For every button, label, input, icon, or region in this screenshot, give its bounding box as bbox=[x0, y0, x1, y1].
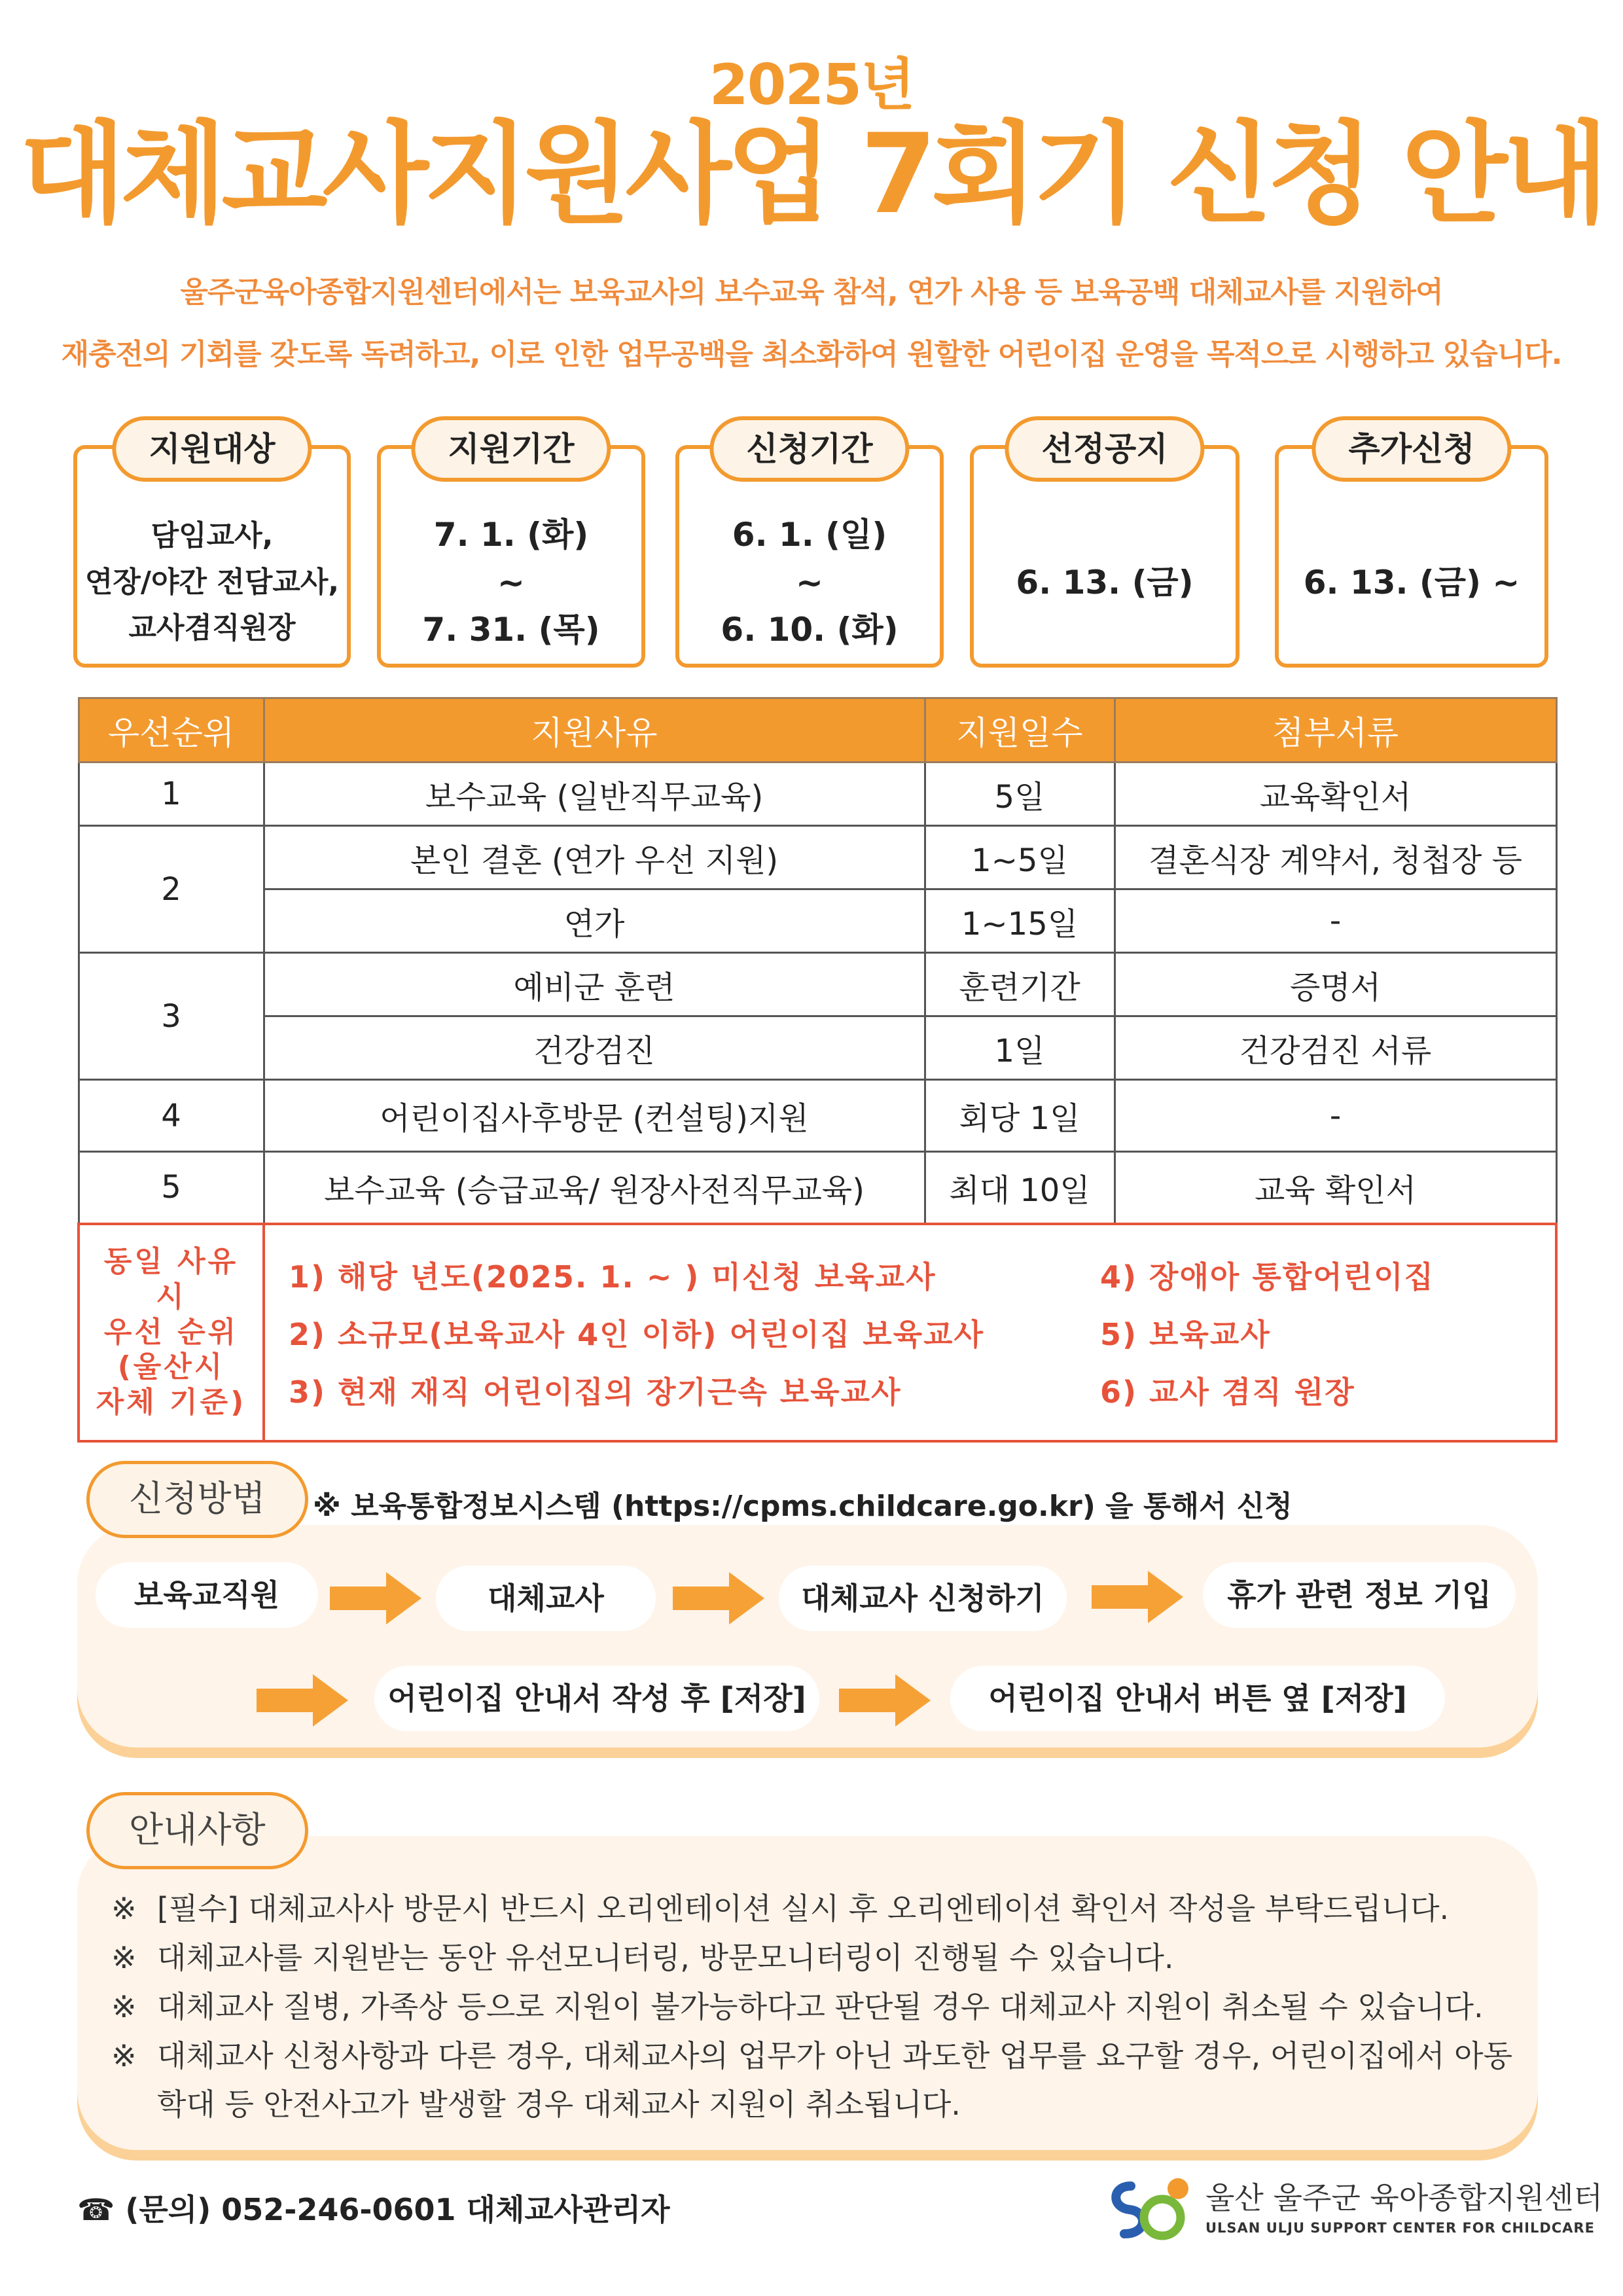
notice-item bbox=[111, 1885, 1518, 1933]
contact-info: ☎ (문의) 052-246-0601 대체교사관리자 bbox=[77, 2192, 670, 2227]
notice-section-label: 안내사항 bbox=[86, 1792, 308, 1869]
special-head-line: 동일 사유 bbox=[103, 1245, 239, 1279]
cell-reason: 예비군 훈련 bbox=[264, 953, 925, 1016]
cell-reason: 본인 결혼 (연가 우선 지원) bbox=[264, 826, 925, 889]
special-head-line: 우선 순위 bbox=[103, 1315, 239, 1349]
method-section-label: 신청방법 bbox=[86, 1461, 308, 1538]
notice-item bbox=[111, 1983, 1518, 2032]
arrow-right-icon bbox=[1092, 1571, 1183, 1623]
arrow-right-icon bbox=[673, 1572, 764, 1624]
cell-reason: 보수교육 (승급교육/ 원장사전직무교육) bbox=[264, 1152, 925, 1224]
cell-reason: 건강검진 bbox=[264, 1016, 925, 1080]
cell-documents: - bbox=[1115, 889, 1556, 953]
info-line: ~ bbox=[497, 563, 525, 601]
info-line: ~ bbox=[796, 563, 823, 601]
method-note: ※ 보육통합정보시스템 (https://cpms.childcare.go.kr) 을 통해서 신청 bbox=[313, 1490, 1293, 1523]
info-box-additional-application bbox=[1275, 430, 1548, 668]
step-leave-info: 휴가 관련 정보 기입 bbox=[1203, 1562, 1516, 1628]
header-priority: 우선순위 bbox=[79, 698, 264, 762]
reference-mark: ※ bbox=[111, 2038, 137, 2073]
header-reason: 지원사유 bbox=[264, 698, 925, 762]
cell-priority: 3 bbox=[79, 953, 264, 1080]
info-line: 6. 10. (화) bbox=[721, 611, 899, 649]
intro-line-1: 울주군육아종합지원센터에서는 보육교사의 보수교육 참석, 연가 사용 등 보육공백 대체교사를 지원하여 bbox=[180, 276, 1443, 309]
cell-days: 1~5일 bbox=[925, 826, 1115, 889]
step-guide-button-save: 어린이집 안내서 버튼 옆 [저장] bbox=[950, 1666, 1445, 1731]
info-line: 6. 13. (금) ~ bbox=[1303, 563, 1520, 601]
info-line: 7. 31. (목) bbox=[422, 611, 600, 649]
special-priority-item: 1) 해당 년도(2025. 1. ~ ) 미신청 보육교사 bbox=[289, 1259, 936, 1295]
info-label-selection-notice: 선정공지 bbox=[1005, 416, 1204, 482]
special-priority-item: 2) 소규모(보육교사 4인 이하) 어린이집 보육교사 bbox=[289, 1316, 985, 1352]
center-name: 울산 울주군 육아종합지원센터 bbox=[1205, 2180, 1603, 2215]
special-priority-item: 3) 현재 재직 어린이집의 장기근속 보육교사 bbox=[289, 1374, 902, 1410]
priority-table bbox=[77, 697, 1558, 1443]
info-label-application-period: 신청기간 bbox=[709, 416, 909, 482]
cell-days: 최대 10일 bbox=[925, 1152, 1115, 1224]
info-value-selection-notice bbox=[974, 501, 1236, 664]
special-priority-item: 5) 보육교사 bbox=[1100, 1316, 1271, 1352]
notice-text: 대체교사 신청사항과 다른 경우, 대체교사의 업무가 아닌 과도한 업무를 요구할 경우, 어린이집에서 아동 bbox=[157, 2038, 1513, 2073]
header-days: 지원일수 bbox=[925, 698, 1115, 762]
info-line: 6. 13. (금) bbox=[1016, 563, 1194, 601]
notice-text: 대체교사를 지원받는 동안 유선모니터링, 방문모니터링이 진행될 수 있습니다. bbox=[157, 1940, 1174, 1975]
cell-documents: 교육 확인서 bbox=[1115, 1152, 1556, 1224]
cell-priority: 5 bbox=[79, 1152, 264, 1224]
info-box-application-period bbox=[675, 430, 944, 668]
reference-mark: ※ bbox=[111, 1940, 137, 1975]
info-line: 7. 1. (화) bbox=[433, 516, 589, 554]
reference-mark: ※ bbox=[111, 1989, 137, 2024]
step-write-guide-save: 어린이집 안내서 작성 후 [저장] bbox=[374, 1666, 819, 1731]
notice-text-continued: 학대 등 안전사고가 발생할 경우 대체교사 지원이 취소됩니다. bbox=[157, 2086, 961, 2122]
arrow-right-icon bbox=[257, 1674, 348, 1727]
info-box-support-period bbox=[377, 430, 645, 668]
info-value-target bbox=[77, 501, 347, 664]
table-row bbox=[79, 953, 1556, 1016]
table-row bbox=[79, 762, 1556, 826]
info-line: 교사겸직원장 bbox=[128, 611, 296, 645]
cell-priority: 1 bbox=[79, 762, 264, 826]
info-value-support-period bbox=[381, 501, 641, 664]
cell-reason: 어린이집사후방문 (컨설팅)지원 bbox=[264, 1080, 925, 1152]
info-box-target bbox=[73, 430, 351, 668]
reference-mark: ※ bbox=[111, 1891, 137, 1926]
info-line: 연장/야간 전담교사, bbox=[84, 565, 340, 599]
arrow-right-icon bbox=[839, 1674, 931, 1727]
cell-documents: - bbox=[1115, 1080, 1556, 1152]
info-label-support-period: 지원기간 bbox=[411, 416, 611, 482]
special-priority-item: 6) 교사 겸직 원장 bbox=[1100, 1374, 1355, 1410]
notice-item bbox=[111, 1934, 1518, 1982]
arrow-right-icon bbox=[330, 1572, 421, 1624]
cell-days: 훈련기간 bbox=[925, 953, 1115, 1016]
year-heading: 2025년 bbox=[709, 52, 914, 118]
info-value-application-period bbox=[679, 501, 940, 664]
cell-documents: 교육확인서 bbox=[1115, 762, 1556, 826]
cell-documents: 증명서 bbox=[1115, 953, 1556, 1016]
special-priority-list bbox=[264, 1224, 1556, 1441]
table-row bbox=[79, 1016, 1556, 1080]
cell-priority: 2 bbox=[79, 826, 264, 953]
table-row bbox=[79, 826, 1556, 889]
notice-text: [필수] 대체교사사 방문시 반드시 오리엔테이션 실시 후 오리엔테이션 확인서 작성을 부탁드립니다. bbox=[157, 1891, 1450, 1926]
special-head-line: (울산시 bbox=[117, 1350, 225, 1384]
step-childcare-staff: 보육교직원 bbox=[96, 1562, 318, 1628]
table-header-row bbox=[79, 698, 1556, 762]
special-head-line: 시 bbox=[156, 1280, 187, 1314]
step-substitute-teacher: 대체교사 bbox=[436, 1566, 656, 1631]
cell-documents: 결혼식장 계약서, 청첩장 등 bbox=[1115, 826, 1556, 889]
cell-priority: 4 bbox=[79, 1080, 264, 1152]
special-priority-head bbox=[79, 1224, 264, 1441]
center-name-english: ULSAN ULJU SUPPORT CENTER FOR CHILDCARE bbox=[1205, 2220, 1595, 2236]
cell-days: 1일 bbox=[925, 1016, 1115, 1080]
step-apply-substitute: 대체교사 신청하기 bbox=[779, 1566, 1067, 1631]
cell-days: 5일 bbox=[925, 762, 1115, 826]
info-value-additional-application bbox=[1279, 501, 1544, 664]
cell-reason: 보수교육 (일반직무교육) bbox=[264, 762, 925, 826]
notice-text: 대체교사 질병, 가족상 등으로 지원이 불가능하다고 판단될 경우 대체교사 지원이 취소될 수 있습니다. bbox=[157, 1989, 1484, 2024]
special-priority-row bbox=[79, 1224, 1556, 1441]
info-label-target: 지원대상 bbox=[112, 416, 312, 482]
cell-documents: 건강검진 서류 bbox=[1115, 1016, 1556, 1080]
info-box-selection-notice bbox=[970, 430, 1240, 668]
cell-days: 회당 1일 bbox=[925, 1080, 1115, 1152]
notice-item bbox=[111, 2032, 1518, 2128]
header-documents: 첨부서류 bbox=[1115, 698, 1556, 762]
cell-days: 1~15일 bbox=[925, 889, 1115, 953]
table-row bbox=[79, 1080, 1556, 1152]
cell-reason: 연가 bbox=[264, 889, 925, 953]
special-head-line: 자체 기준) bbox=[96, 1386, 247, 1419]
table-row bbox=[79, 1152, 1556, 1224]
info-line: 담임교사, bbox=[151, 519, 274, 553]
special-priority-item: 4) 장애아 통합어린이집 bbox=[1100, 1259, 1435, 1295]
center-logo-icon bbox=[1105, 2172, 1200, 2244]
info-label-additional-application: 추가신청 bbox=[1311, 416, 1511, 482]
table-row bbox=[79, 889, 1556, 953]
page-title: 대체교사지원사업 7회기 신청 안내 bbox=[19, 110, 1604, 238]
info-line: 6. 1. (일) bbox=[732, 516, 887, 554]
intro-line-2: 재충전의 기회를 갖도록 독려하고, 이로 인한 업무공백을 최소화하여 원할한 어린이집 운영을 목적으로 시행하고 있습니다. bbox=[61, 338, 1562, 371]
